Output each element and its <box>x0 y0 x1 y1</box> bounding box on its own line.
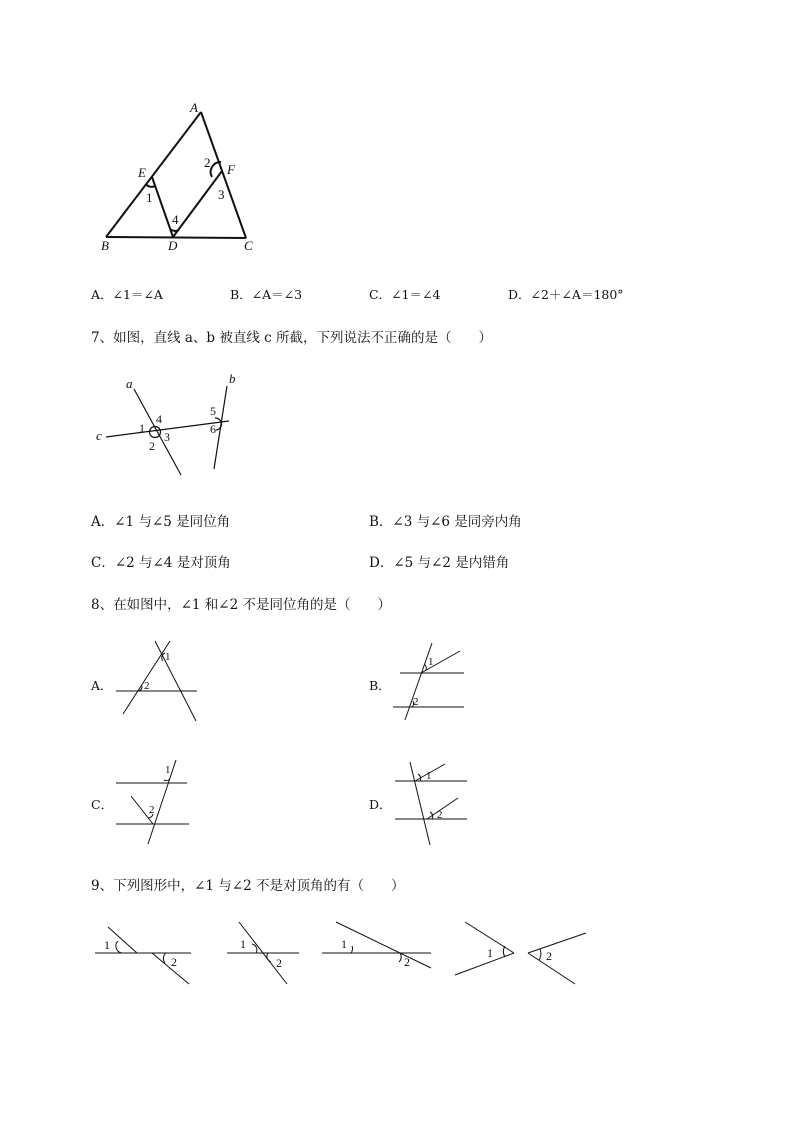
q9f2-angle-1: 1 <box>240 937 246 951</box>
q9f3-angle-2: 2 <box>404 955 410 969</box>
q8b-angle-1: 1 <box>428 656 434 668</box>
q6-label-F: F <box>227 162 235 177</box>
q6-label-B: B <box>101 238 109 253</box>
q6-option-d: D．∠2＋∠A＝180° <box>508 287 624 302</box>
q8-label-d: D． <box>369 797 392 812</box>
q7-angle-6: 6 <box>210 422 216 436</box>
q8d-angle-2: 2 <box>437 809 443 821</box>
q6-angle-2: 2 <box>204 155 211 170</box>
q7-label-a: a <box>126 376 133 391</box>
q9f1-angle-2: 2 <box>171 955 177 969</box>
q6-angle-3: 3 <box>218 187 225 202</box>
q6-angle-1: 1 <box>146 190 153 205</box>
q7-option-b: B．∠3 与∠6 是同旁内角 <box>369 514 522 530</box>
q8c-angle-1: 1 <box>165 764 171 776</box>
q8-label-a: A． <box>91 678 113 693</box>
q7-option-a: A．∠1 与∠5 是同位角 <box>91 514 231 530</box>
q6-option-b: B．∠A＝∠3 <box>230 287 303 302</box>
q9f1-angle-1: 1 <box>104 938 110 952</box>
q8-stem: 8、在如图中，∠1 和∠2 不是同位角的是（ ） <box>91 597 391 613</box>
q6-label-D: D <box>168 238 178 253</box>
q7-label-b: b <box>229 371 236 386</box>
q6-option-a: A．∠1＝∠A <box>91 287 163 302</box>
q7-option-c: C．∠2 与∠4 是对顶角 <box>91 555 231 571</box>
q6-label-A: A <box>190 100 198 115</box>
q6-option-c: C．∠1＝∠4 <box>369 287 441 302</box>
q7-angle-3: 3 <box>164 430 170 444</box>
q6-angle-4: 4 <box>172 212 179 227</box>
q6-label-C: C <box>244 238 253 253</box>
q7-label-c: c <box>96 428 102 443</box>
q7-stem: 7、如图，直线 a、b 被直线 c 所截，下列说法不正确的是（ ） <box>91 330 493 346</box>
q6-label-E: E <box>138 165 146 180</box>
q7-angle-1: 1 <box>139 421 145 435</box>
q8a-angle-1: 1 <box>165 651 171 663</box>
q8c-angle-2: 2 <box>149 804 155 816</box>
q8a-angle-2: 2 <box>144 680 150 692</box>
q8d-angle-1: 1 <box>426 770 432 782</box>
q9f5-angle-2: 2 <box>546 949 552 963</box>
q9f2-angle-2: 2 <box>276 956 282 970</box>
q7-angle-4: 4 <box>156 412 162 426</box>
q9f3-angle-1: 1 <box>341 937 347 951</box>
q9-stem: 9、下列图形中，∠1 与∠2 不是对顶角的有（ ） <box>91 878 405 894</box>
q8-label-c: C． <box>91 797 114 812</box>
q8-label-b: B． <box>369 678 391 693</box>
q9f4-angle-1: 1 <box>487 946 493 960</box>
q7-angle-2: 2 <box>149 439 155 453</box>
q7-option-d: D．∠5 与∠2 是内错角 <box>369 555 510 571</box>
q7-angle-5: 5 <box>210 404 216 418</box>
q8b-angle-2: 2 <box>413 696 419 708</box>
